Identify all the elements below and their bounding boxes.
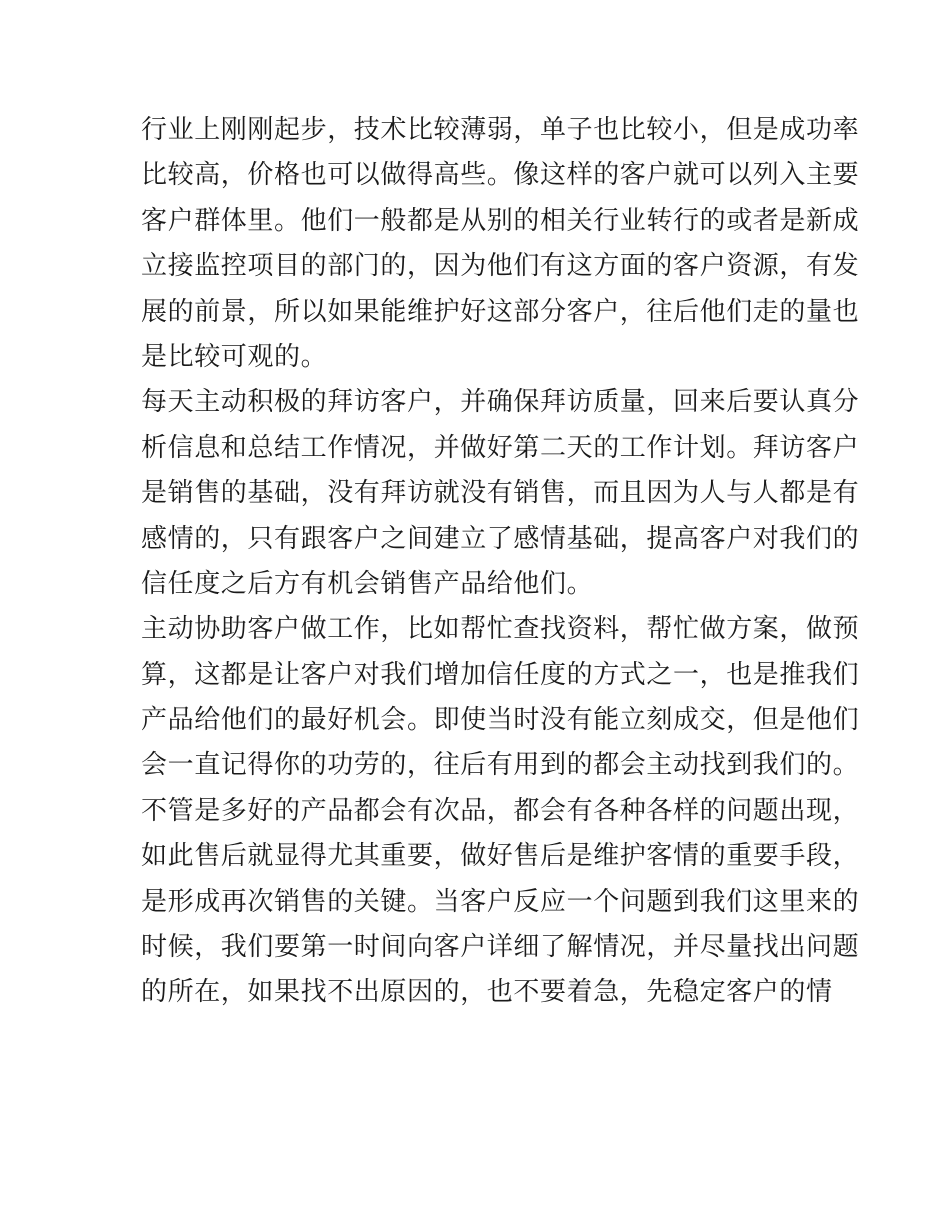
paragraph-assist-customers — [141, 607, 860, 789]
text-line: 是销售的基础，没有拜访就没有销售，而且因为人与人都是有 — [141, 478, 860, 509]
document-body — [141, 108, 860, 1016]
text-line: 感情的，只有跟客户之间建立了感情基础，提高客户对我们的 — [141, 523, 860, 554]
text-line: 比较高，价格也可以做得高些。像这样的客户就可以列入主要 — [141, 160, 860, 191]
text-line: 主动协助客户做工作，比如帮忙查找资料，帮忙做方案，做预 — [141, 614, 860, 645]
text-line: 算，这都是让客户对我们增加信任度的方式之一，也是推我们 — [141, 659, 860, 690]
text-line: 产品给他们的最好机会。即使当时没有能立刻成交，但是他们 — [141, 705, 860, 736]
text-line: 每天主动积极的拜访客户，并确保拜访质量，回来后要认真分 — [141, 387, 860, 418]
text-line: 会一直记得你的功劳的，往后有用到的都会主动找到我们的。 — [141, 750, 860, 781]
text-line: 如此售后就显得尤其重要，做好售后是维护客情的重要手段， — [141, 841, 860, 872]
text-line: 立接监控项目的部门的，因为他们有这方面的客户资源，有发 — [141, 251, 860, 282]
text-line: 的所在，如果找不出原因的，也不要着急，先稳定客户的情 — [141, 977, 833, 1008]
text-line: 析信息和总结工作情况，并做好第二天的工作计划。拜访客户 — [141, 432, 860, 463]
text-line: 客户群体里。他们一般都是从别的相关行业转行的或者是新成 — [141, 205, 860, 236]
text-line: 是比较可观的。 — [141, 341, 328, 372]
paragraph-customer-visits — [141, 380, 860, 607]
text-line: 展的前景，所以如果能维护好这部分客户，往后他们走的量也 — [141, 296, 860, 327]
paragraph-after-sales — [141, 789, 860, 1016]
text-line: 信任度之后方有机会销售产品给他们。 — [141, 568, 594, 599]
text-line: 不管是多好的产品都会有次品，都会有各种各样的问题出现， — [141, 795, 860, 826]
text-line: 是形成再次销售的关键。当客户反应一个问题到我们这里来的 — [141, 886, 860, 917]
paragraph-customer-groups — [141, 108, 860, 380]
text-line: 时候，我们要第一时间向客户详细了解情况，并尽量找出问题 — [141, 932, 860, 963]
text-line: 行业上刚刚起步，技术比较薄弱，单子也比较小，但是成功率 — [141, 115, 860, 145]
